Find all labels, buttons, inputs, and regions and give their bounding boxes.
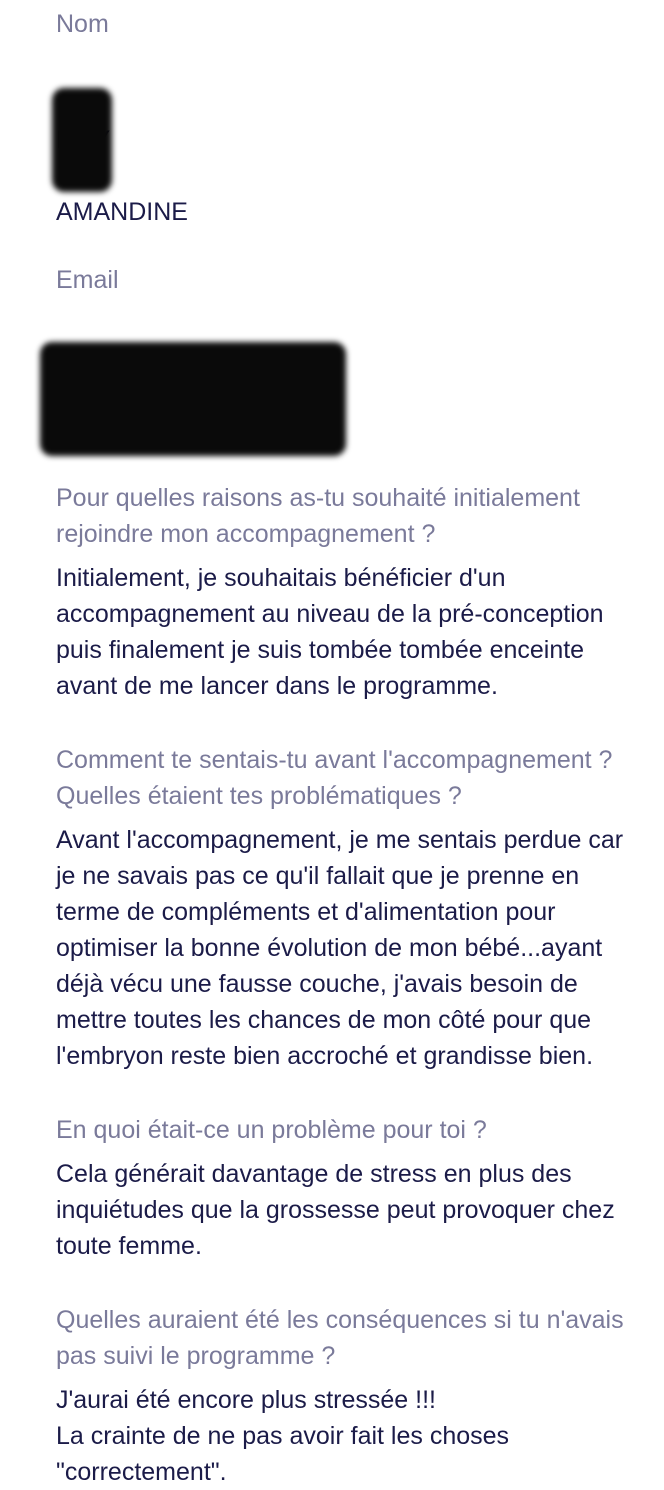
qa-item: [56, 1302, 636, 1490]
qa-item: [56, 742, 636, 1074]
question-text: Pour quelles raisons as-tu souhaité initialement rejoindre mon accompagnement ?: [56, 484, 580, 548]
email-label: Email: [56, 266, 119, 294]
name-redacted-part: [56, 86, 110, 194]
answer-text: Avant l'accompagnement, je me sentais perdue car je ne savais pas ce qu'il fallait que je prenne en terme de compléments et d'alimentation pour optimiser la bonne évolution de mon bébé...ayant déjà vécu une fausse couche, j'avais besoin de mettre toutes les chances de mon côté pour que l'embryon reste bien accroché et grandisse bien.: [56, 826, 624, 1070]
qa-item: [56, 1112, 636, 1264]
email-field: [56, 262, 636, 450]
name-visible-part: AMANDINE: [56, 198, 188, 226]
name-value: [56, 50, 636, 230]
question-text: Quelles auraient été les conséquences si tu n'avais pas suivi le programme ?: [56, 1306, 624, 1370]
name-label: Nom: [56, 10, 109, 38]
email-redacted: [56, 342, 318, 450]
testimonial-form: [56, 6, 636, 1490]
answer-text: Cela générait davantage de stress en plus des inquiétudes que la grossesse peut provoquer chez toute femme.: [56, 1160, 615, 1260]
redaction-mark: [40, 342, 346, 456]
answer-text: Initialement, je souhaitais bénéficier d'un accompagnement au niveau de la pré-conception puis finalement je suis tombée tombée enceinte avant de me lancer dans le programme.: [56, 564, 604, 700]
question-text: Comment te sentais-tu avant l'accompagnement ? Quelles étaient tes problématiques ?: [56, 746, 613, 810]
email-value: [56, 306, 636, 450]
redaction-mark: [52, 88, 112, 192]
question-text: En quoi était-ce un problème pour toi ?: [56, 1116, 487, 1144]
name-field: [56, 6, 636, 230]
qa-item: [56, 480, 636, 704]
answer-text: J'aurai été encore plus stressée !!! La crainte de ne pas avoir fait les choses "correctement".: [56, 1386, 510, 1486]
